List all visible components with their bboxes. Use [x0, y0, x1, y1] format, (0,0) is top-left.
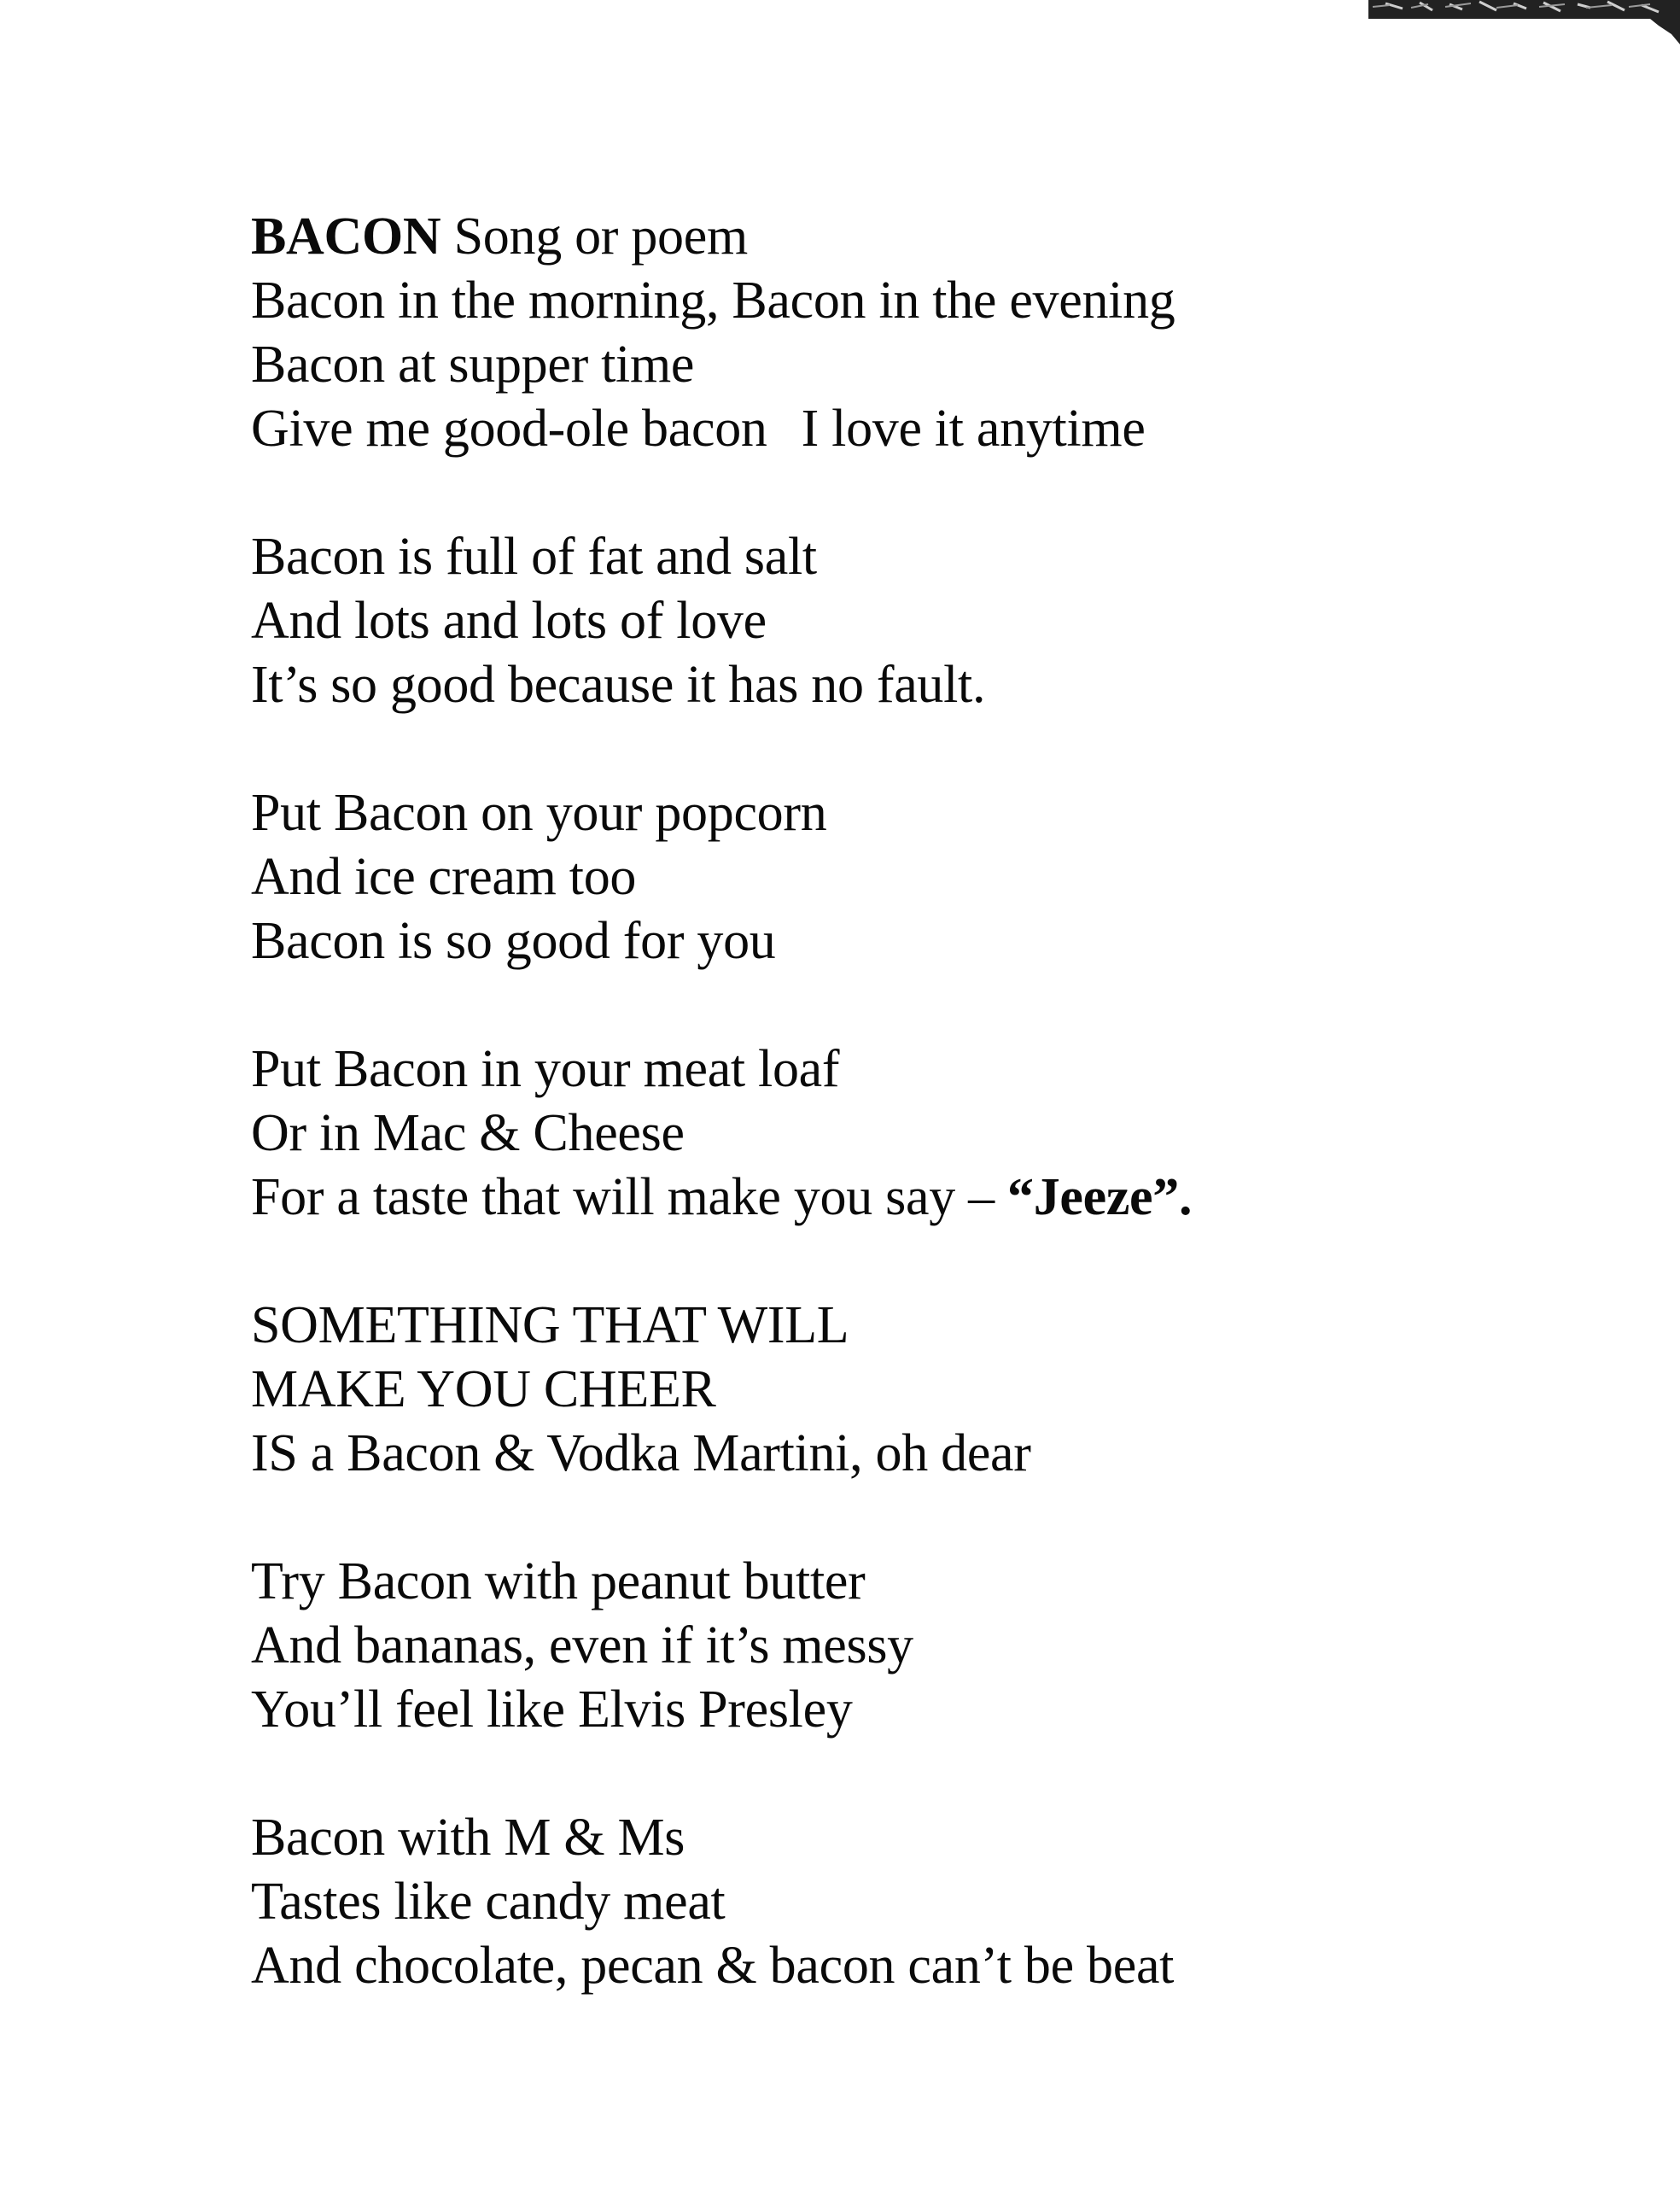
- poem-line: Tastes like candy meat: [251, 1873, 726, 1931]
- stanza-3: [251, 781, 1531, 973]
- poem-line: And ice cream too: [251, 848, 637, 906]
- poem-line: Bacon is full of fat and salt: [251, 528, 817, 586]
- line-plain: For a taste that will make you say –: [251, 1168, 1007, 1226]
- stanza-6: [251, 1550, 1531, 1742]
- poem-line: Bacon is so good for you: [251, 912, 776, 970]
- poem-line: Or in Mac & Cheese: [251, 1104, 685, 1162]
- poem-line: And lots and lots of love: [251, 592, 767, 650]
- poem-line: And chocolate, pecan & bacon can’t be beat: [251, 1937, 1175, 1995]
- poem-line: Bacon with M & Ms: [251, 1809, 685, 1867]
- poem-line: Put Bacon on your popcorn: [251, 784, 827, 842]
- poem-line: IS a Bacon & Vodka Martini, oh dear: [251, 1424, 1031, 1482]
- poem-line: Bacon in the morning, Bacon in the evening: [251, 272, 1175, 330]
- poem-body: [251, 205, 1531, 1998]
- stanza-5: [251, 1294, 1531, 1486]
- poem-line: MAKE YOU CHEER: [251, 1360, 716, 1418]
- line-right: I love it anytime: [801, 400, 1146, 458]
- title-rest: Song or poem: [440, 207, 748, 266]
- poem-line: You’ll feel like Elvis Presley: [251, 1680, 853, 1739]
- line-left: Give me good-ole bacon: [251, 400, 767, 458]
- poem-line: It’s so good because it has no fault.: [251, 656, 986, 714]
- stanza-2: [251, 525, 1531, 717]
- poem-line: [251, 397, 1531, 461]
- poem-line: Put Bacon in your meat loaf: [251, 1040, 840, 1098]
- poem-line: Bacon at supper time: [251, 336, 695, 394]
- poem-title: [251, 205, 1531, 269]
- poem-line: SOMETHING THAT WILL: [251, 1296, 849, 1354]
- title-bold: BACON: [251, 207, 441, 266]
- stanza-7: [251, 1806, 1531, 1998]
- scan-edge-artifact: [1368, 0, 1680, 44]
- poem-line: And bananas, even if it’s messy: [251, 1616, 913, 1675]
- stanza-4: [251, 1037, 1531, 1230]
- line-emphasis: “Jeeze”.: [1007, 1168, 1193, 1226]
- poem-line: [251, 1166, 1531, 1230]
- poem-line: Try Bacon with peanut butter: [251, 1552, 866, 1610]
- stanza-1: [251, 269, 1531, 461]
